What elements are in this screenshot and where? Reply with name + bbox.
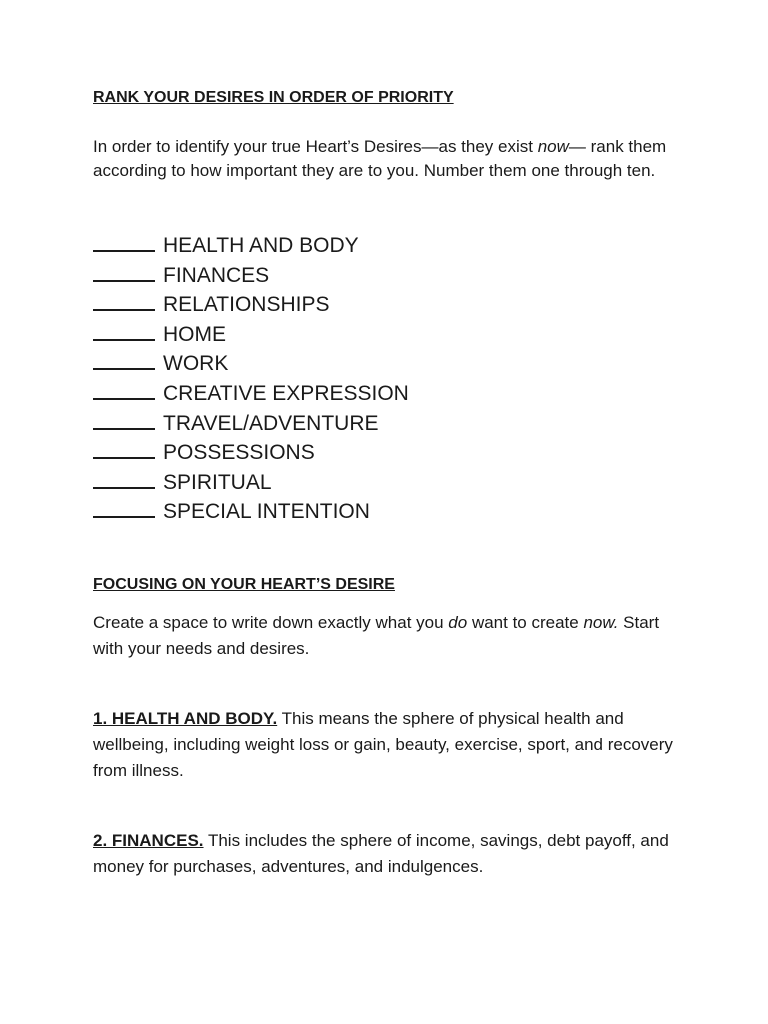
focus-text-1: Create a space to write down exactly what you xyxy=(93,613,449,632)
rank-item xyxy=(93,289,409,319)
rank-blank-line[interactable] xyxy=(93,408,155,430)
rank-intro-paragraph xyxy=(93,135,668,183)
rank-blank-line[interactable] xyxy=(93,230,155,252)
section-text: This includes the sphere of income, savings, debt payoff, and money for purchases, adventures, and indulgences. xyxy=(93,831,669,876)
rank-heading: RANK YOUR DESIRES IN ORDER OF PRIORITY xyxy=(93,89,454,106)
section-text: This means the sphere of physical health and wellbeing, including weight loss or gain, beauty, exercise, sport, and recovery from illness. xyxy=(93,709,673,780)
intro-text-1: In order to identify your true Heart’s Desires—as they exist xyxy=(93,137,538,156)
rank-item-label: POSSESSIONS xyxy=(163,441,315,465)
rank-blank-line[interactable] xyxy=(93,319,155,341)
rank-item-label: CREATIVE EXPRESSION xyxy=(163,381,409,405)
section-lead: 1. HEALTH AND BODY. xyxy=(93,709,278,728)
rank-item-label: RELATIONSHIPS xyxy=(163,293,330,317)
rank-item-label: SPIRITUAL xyxy=(163,470,272,494)
rank-item-label: WORK xyxy=(163,352,229,376)
section-lead: 2. FINANCES. xyxy=(93,831,204,850)
rank-item xyxy=(93,437,409,467)
rank-list xyxy=(93,230,409,526)
focus-text-2: want to create xyxy=(467,613,584,632)
rank-blank-line[interactable] xyxy=(93,378,155,400)
focus-intro-paragraph xyxy=(93,610,673,662)
rank-item-label: TRAVEL/ADVENTURE xyxy=(163,411,379,435)
section-health-and-body xyxy=(93,706,683,784)
rank-item xyxy=(93,348,409,378)
intro-now-emphasis: now xyxy=(537,137,569,156)
rank-blank-line[interactable] xyxy=(93,348,155,370)
focus-now-emphasis: now. xyxy=(583,613,619,632)
rank-item xyxy=(93,378,409,408)
rank-item-label: HOME xyxy=(163,322,226,346)
rank-item xyxy=(93,408,409,438)
rank-item xyxy=(93,230,409,260)
rank-blank-line[interactable] xyxy=(93,467,155,489)
rank-item xyxy=(93,260,409,290)
rank-blank-line[interactable] xyxy=(93,496,155,518)
rank-item-label: SPECIAL INTENTION xyxy=(163,500,370,524)
rank-item-label: HEALTH AND BODY xyxy=(163,234,359,257)
focus-do-emphasis: do xyxy=(448,613,468,632)
rank-item-label: FINANCES xyxy=(163,263,270,287)
focus-text-3: Start with your needs and desires. xyxy=(93,613,660,658)
rank-item xyxy=(93,496,409,526)
focus-heading: FOCUSING ON YOUR HEART’S DESIRE xyxy=(93,576,395,593)
rank-blank-line[interactable] xyxy=(93,437,155,459)
rank-item xyxy=(93,319,409,349)
rank-blank-line[interactable] xyxy=(93,260,155,282)
rank-item xyxy=(93,467,409,497)
rank-blank-line[interactable] xyxy=(93,289,155,311)
section-finances xyxy=(93,828,683,880)
intro-text-2: — rank them according to how important they are to you. Number them one through ten. xyxy=(93,137,667,180)
